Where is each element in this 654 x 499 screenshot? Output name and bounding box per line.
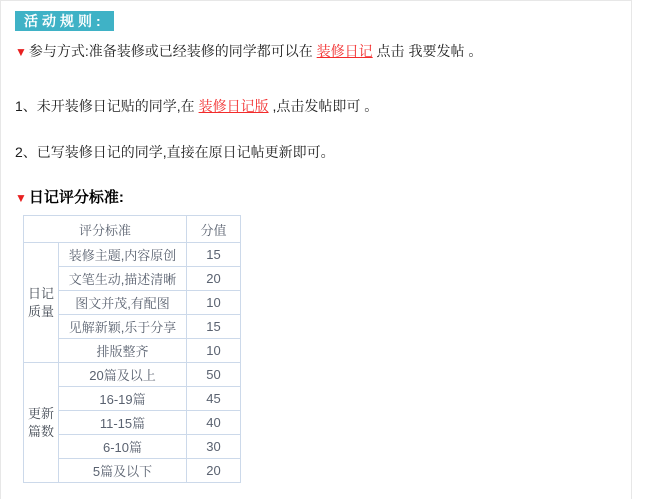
criteria-cell: 见解新颖,乐于分享 — [59, 315, 187, 339]
participation-paragraph — [15, 43, 631, 60]
table-header-row — [24, 216, 241, 243]
scoring-standard-heading-text: 日记评分标准: — [28, 189, 124, 206]
group-label-diary-quality: 日记质量 — [24, 243, 59, 363]
score-cell: 50 — [187, 363, 241, 387]
rule-1-text-after: ,点击发帖即可 。 — [268, 98, 379, 114]
bullet-triangle-icon: ▼ — [15, 191, 27, 205]
score-cell: 45 — [187, 387, 241, 411]
score-cell: 40 — [187, 411, 241, 435]
criteria-cell: 图文并茂,有配图 — [59, 291, 187, 315]
score-cell: 15 — [187, 243, 241, 267]
criteria-cell: 20篇及以上 — [59, 363, 187, 387]
rule-1-paragraph — [15, 98, 631, 114]
score-cell: 10 — [187, 291, 241, 315]
scoring-table — [23, 215, 241, 483]
criteria-cell: 5篇及以下 — [59, 459, 187, 483]
criteria-cell: 排版整齐 — [59, 339, 187, 363]
score-cell: 20 — [187, 267, 241, 291]
criteria-cell: 16-19篇 — [59, 387, 187, 411]
participation-text-before: 参与方式:准备装修或已经装修的同学都可以在 — [28, 43, 317, 59]
rule-2-paragraph — [15, 144, 631, 160]
scoring-standard-heading — [15, 190, 631, 206]
criteria-cell: 11-15篇 — [59, 411, 187, 435]
criteria-cell: 文笔生动,描述清晰 — [59, 267, 187, 291]
activity-rules-badge: 活动规则: — [15, 11, 114, 31]
decoration-diary-link[interactable]: 装修日记 — [316, 43, 373, 59]
score-cell: 20 — [187, 459, 241, 483]
criteria-cell: 6-10篇 — [59, 435, 187, 459]
table-row — [24, 243, 241, 267]
bullet-triangle-icon: ▼ — [15, 45, 27, 59]
score-cell: 30 — [187, 435, 241, 459]
score-column-header: 分值 — [187, 216, 241, 243]
participation-text-after: 点击 我要发帖 。 — [372, 43, 483, 59]
score-cell: 10 — [187, 339, 241, 363]
rule-2-text: 2、已写装修日记的同学,直接在原日记帖更新即可。 — [15, 144, 335, 160]
group-label-update-count: 更新篇数 — [24, 363, 59, 483]
criteria-cell: 装修主题,内容原创 — [59, 243, 187, 267]
decoration-diary-board-link[interactable]: 装修日记版 — [198, 98, 269, 114]
score-cell: 15 — [187, 315, 241, 339]
table-row — [24, 363, 241, 387]
criteria-column-header: 评分标准 — [24, 216, 187, 243]
rule-1-text-before: 1、未开装修日记贴的同学,在 — [15, 98, 199, 114]
